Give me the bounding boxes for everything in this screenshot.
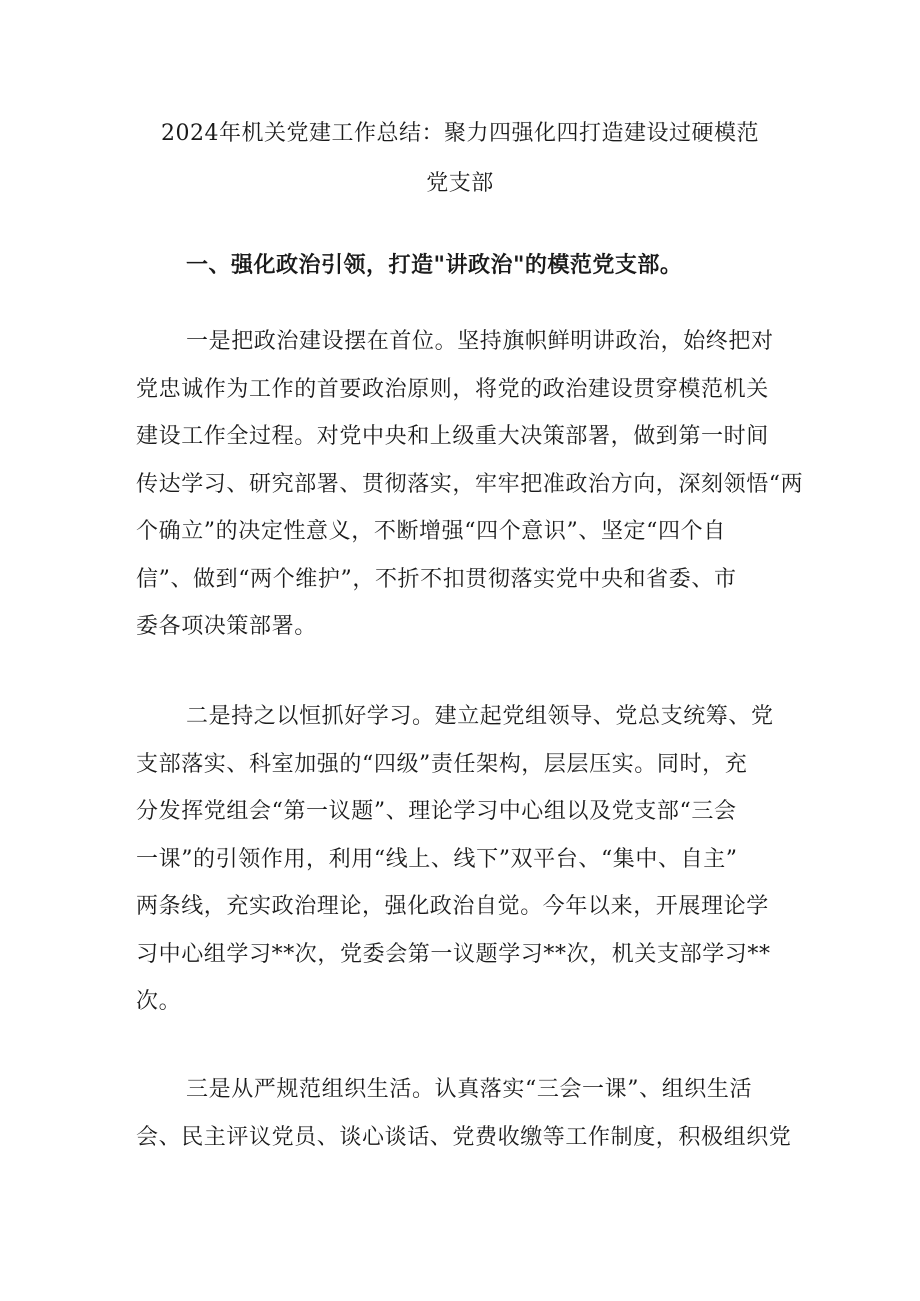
paragraph-2 (136, 693, 796, 1026)
paragraph-line: 一是把政治建设摆在首位。坚持旗帜鲜明讲政治，始终把对 (186, 329, 774, 354)
paragraph-line: 习中心组学习**次，党委会第一议题学习**次，机关支部学习** (136, 941, 771, 967)
paragraph-line: 分发挥党组会“第一议题”、理论学习中心组以及党支部“三会 (136, 799, 737, 824)
paragraph-line: 二是持之以恒抓好学习。建立起党组领导、党总支统筹、党 (186, 704, 774, 729)
document-title-line-2: 党支部 (426, 171, 494, 196)
paragraph-line: 支部落实、科室加强的“四级”责任架构，层层压实。同时，充 (136, 751, 748, 777)
paragraph-line: 传达学习、研究部署、贯彻落实，牢牢把准政治方向，深刻领悟“两 (136, 471, 804, 497)
paragraph-line: 个确立”的决定性意义，不断增强“四个意识”、坚定“四个自 (136, 519, 726, 544)
paragraph-line: 三是从严规范组织生活。认真落实“三会一课”、组织生活 (186, 1077, 753, 1102)
paragraph-line: 委各项决策部署。 (136, 614, 317, 639)
section-1-heading: 一、强化政治引领，打造"讲政治"的模范党支部。 (186, 252, 683, 278)
paragraph-1 (136, 318, 804, 651)
paragraph-line: 建设工作全过程。对党中央和上级重大决策部署，做到第一时间 (136, 424, 769, 449)
paragraph-3 (136, 1066, 796, 1161)
paragraph-line: 两条线，充实政治理论，强化政治自觉。今年以来，开展理论学 (136, 894, 769, 919)
paragraph-line: 党忠诚作为工作的首要政治原则，将党的政治建设贯穿模范机关 (136, 376, 769, 402)
paragraph-line: 会、民主评议党员、谈心谈话、党费收缴等工作制度，积极组织党 (136, 1124, 792, 1150)
paragraph-line: 次。 (136, 989, 182, 1014)
paragraph-line: 信”、做到“两个维护”，不折不扣贯彻落实党中央和省委、市 (136, 566, 737, 592)
paragraph-line: 一课”的引领作用，利用“线上、线下”双平台、“集中、自主” (136, 846, 738, 872)
document-title-line-1: 2024年机关党建工作总结：聚力四强化四打造建设过硬模范 (161, 121, 759, 146)
